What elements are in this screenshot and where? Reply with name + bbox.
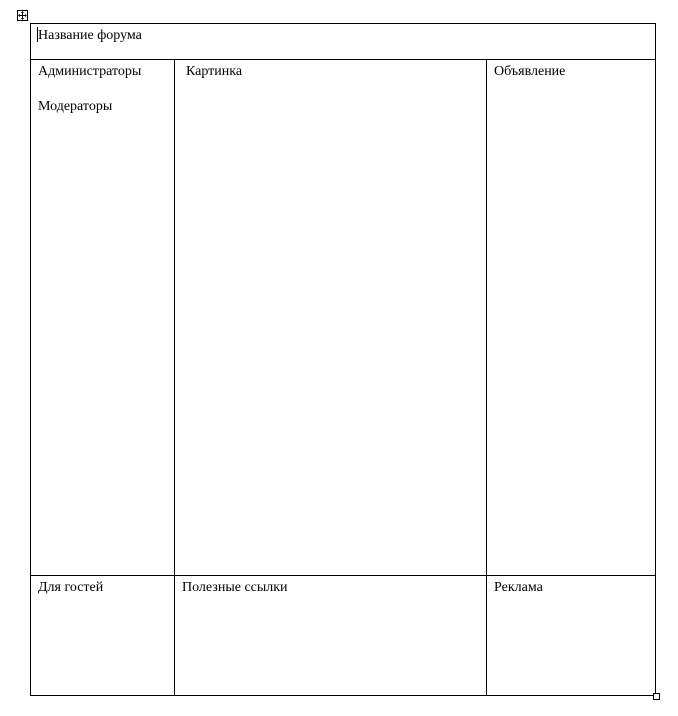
guests-text: Для гостей: [38, 580, 104, 595]
forum-title-text: Название форума: [38, 28, 142, 43]
table-resize-handle-icon[interactable]: [653, 693, 660, 700]
administrators-text: Администраторы: [38, 64, 142, 79]
advertising-cell[interactable]: [487, 576, 656, 696]
bottom-row: [31, 576, 656, 696]
announcement-text: Объявление: [494, 64, 566, 79]
picture-text: Картинка: [186, 64, 243, 79]
forum-layout-table: [30, 23, 656, 696]
useful-links-cell[interactable]: [175, 576, 487, 696]
useful-links-text: Полезные ссылки: [182, 580, 288, 595]
admins-cell[interactable]: [31, 60, 175, 576]
title-row: [31, 24, 656, 60]
table-move-handle-icon[interactable]: [17, 10, 28, 21]
text-cursor: [37, 27, 38, 42]
guests-cell[interactable]: [31, 576, 175, 696]
moderators-text: Модераторы: [38, 99, 113, 114]
middle-row: [31, 60, 656, 576]
title-cell[interactable]: [31, 24, 656, 60]
announcement-cell[interactable]: [487, 60, 656, 576]
advertising-text: Реклама: [494, 580, 543, 595]
picture-cell[interactable]: [175, 60, 487, 576]
